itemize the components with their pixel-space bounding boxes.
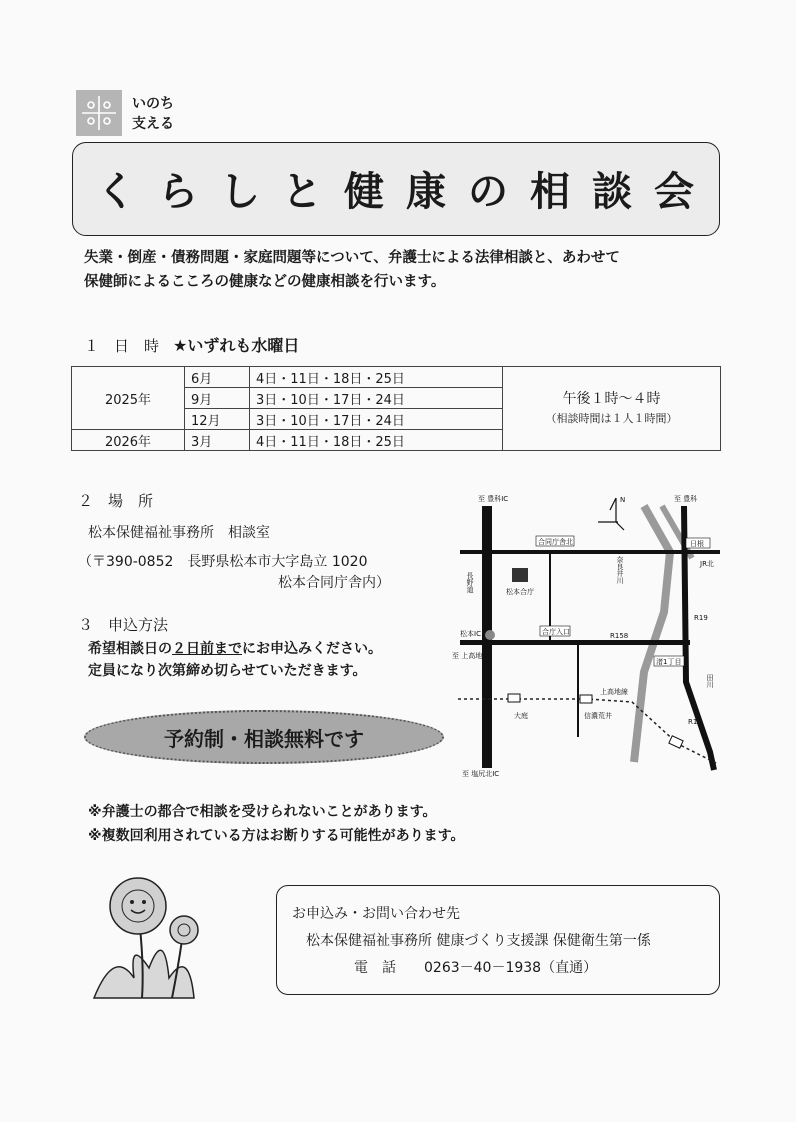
year-cell: 2026年 (72, 430, 185, 451)
map-label: N (620, 496, 626, 504)
dates-cell: 4日・11日・18日・25日 (250, 430, 503, 451)
north-road (460, 550, 720, 554)
section1-label: １ 日 時 (84, 337, 160, 355)
address-line2: 松本合同庁舎内） (278, 575, 390, 591)
apply-line2: 定員になり次第締め切らせていただきます。 (88, 663, 367, 679)
month-cell: 9月 (185, 388, 250, 409)
location-map (448, 492, 722, 780)
contact-phone[interactable]: 電 話 0263－40－1938（直通） (354, 960, 598, 976)
kamikochi-rail (458, 699, 718, 764)
map-label: R19 (694, 614, 708, 622)
dandelion-icon (74, 868, 224, 1008)
notes (88, 800, 465, 848)
table-row (72, 367, 721, 388)
month-cell: 3月 (185, 430, 250, 451)
map-label: 至 豊科 (674, 495, 698, 503)
map-label: R19 (688, 718, 702, 726)
river-line (634, 506, 670, 762)
contact-heading: お申込み・お問い合わせ先 (292, 906, 460, 922)
month-cell: 6月 (185, 367, 250, 388)
intro-line2: 保健師によるこころの健康などの健康相談を行います。 (84, 274, 446, 290)
map-label: 合同庁舎北 (538, 538, 573, 546)
dates-cell: 3日・10日・17日・24日 (250, 409, 503, 430)
oniwa-station (508, 694, 520, 702)
apply-post: にお申込みください。 (242, 641, 382, 657)
arai-station (580, 695, 592, 703)
logo-line2: 支える (132, 116, 174, 132)
time-note: （相談時間は１人１時間） (545, 411, 678, 425)
map-label: 至 上高地 (452, 652, 483, 660)
map-label: JR北 (700, 560, 714, 568)
logo-text (132, 94, 174, 134)
note-item: ※弁護士の都合で相談を受けられないことがあります。 (88, 804, 437, 820)
map-label: R158 (610, 632, 629, 640)
section3-heading: ３ 申込方法 (78, 616, 169, 634)
section1-heading (84, 333, 299, 356)
map-label: 大庭 (514, 712, 528, 720)
godo-chosha-building (512, 568, 528, 582)
map-label: 上高地線 (600, 688, 628, 696)
apply-deadline: ２日前まで (172, 641, 242, 657)
note-item: ※複数回利用されている方はお断りする可能性があります。 (88, 828, 465, 844)
month-cell: 12月 (185, 409, 250, 430)
section2-heading: ２ 場 所 (78, 492, 154, 510)
contact-org: 松本保健福祉事務所 健康づくり支援課 保健衛生第一係 (306, 933, 651, 949)
rail-station (669, 736, 683, 748)
map-label: 奈良井川 (616, 556, 624, 584)
place-name: 松本保健福祉事務所 相談室 (88, 525, 270, 541)
year-cell: 2025年 (72, 367, 185, 430)
dates-cell: 3日・10日・17日・24日 (250, 388, 503, 409)
map-label: 至 豊科IC (478, 495, 509, 503)
address-line1: （〒390-0852 長野県松本市大字島立 1020 (78, 554, 368, 570)
map-label: 松本合庁 (506, 588, 534, 596)
map-label: 松本IC (460, 630, 481, 638)
map-label: 日根 (690, 540, 704, 548)
r158-road (460, 640, 690, 645)
map-label: 至 塩尻北IC (462, 770, 500, 778)
intro (84, 246, 724, 294)
map-label: 田川 (706, 674, 714, 688)
map-label: 合庁入口 (542, 628, 570, 636)
apply-text (88, 638, 382, 682)
section1-note: ★いずれも水曜日 (173, 336, 300, 355)
reservation-badge: 予約制・相談無料です (84, 710, 444, 764)
dates-cell: 4日・11日・18日・25日 (250, 367, 503, 388)
intro-line1: 失業・倒産・債務問題・家庭問題等について、弁護士による法律相談と、あわせて (84, 250, 620, 266)
map-label: 渚1丁目 (656, 658, 682, 666)
time-text: 午後１時～４時 (562, 390, 661, 407)
page-title: くらしと健康の相談会 (96, 168, 716, 215)
schedule-table (71, 366, 721, 451)
logo-line1: いのち (132, 96, 174, 112)
map-label: 長野道 (466, 572, 474, 593)
matsumoto-ic-marker (485, 630, 495, 640)
map-label: 信濃荒井 (584, 712, 612, 720)
time-cell (503, 367, 721, 451)
apply-pre: 希望相談日の (88, 641, 172, 657)
logo-icon (76, 90, 122, 136)
